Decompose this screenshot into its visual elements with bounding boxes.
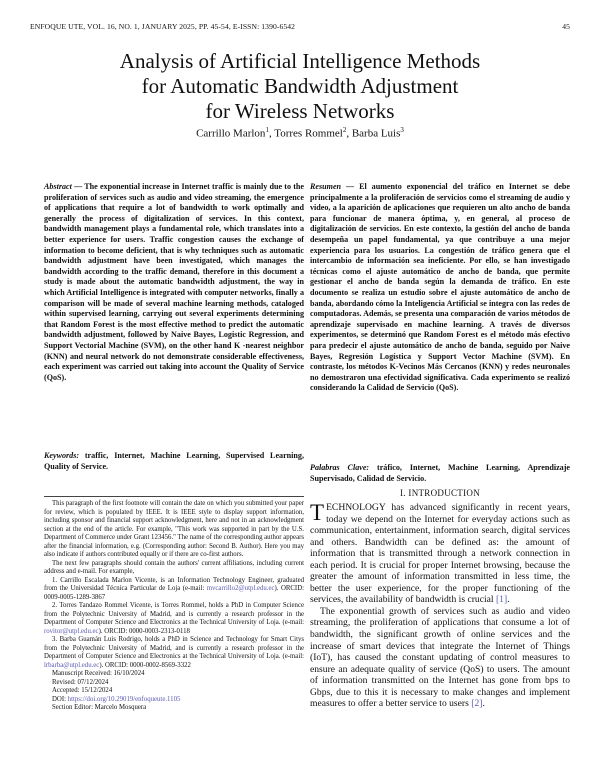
author-2: Torres Rommel — [274, 127, 343, 140]
palabras-clave-label: Palabras Clave: — [310, 463, 370, 472]
doi-link[interactable]: https://doi.org/10.29019/enfoqueute.1105 — [67, 695, 181, 703]
citation-link[interactable]: [2] — [471, 698, 483, 710]
footnote-paragraph: This paragraph of the first footnote will contain the date on which you submitted your paper for review, which is populated by IEEE. It is IEEE style to display support information, including sponsor and financial support acknowledgment, here and not in an acknowledgment section at the end of the article. For example, "This work was supported in part by the U.S. Department of Commerce under Grant 123456." The name of the corresponding author appears after the financial information, e.g. (Corresponding author: Second B. Author). Here you may also indicate if authors contributed equally or if there are co-first authors. — [44, 500, 304, 558]
title-line-3: for Wireless Networks — [205, 99, 395, 123]
paper-title — [60, 49, 540, 124]
author-1-affiliation: 1 — [265, 126, 269, 134]
palabras-clave-text: tráfico, Internet, Machine Learning, Aprendizaje Supervisado, Calidad de Servicio. — [310, 463, 571, 483]
body-paragraph: The exponential growth of services such as audio and video streaming, the proliferation of applications that consume a lot of bandwidth, the significant growth of online services and the increase of smart devices that integrate the Internet of Things (IoT), has caused the constant updating of control measures to ensure an adequate quality of service (QoS) to users. The amount of information transmitted on the Internet has gone from bps to Gbps, due to this it is necessary to make changes and implement measures to offer a better service to users [2]. — [310, 605, 570, 710]
author-separator: , — [346, 127, 352, 140]
citation-link[interactable]: [1] — [495, 594, 508, 606]
keywords-spanish — [310, 463, 570, 484]
footnote-affiliation-2: 2. Torres Tandazo Rommel Vicente, is Torres Rommel, holds a PhD in Computer Science from the Polytechnic University of Madrid, and is currently a research professor in the Department of Computer Science and Electronics at the Technical University of Loja. (e-mail: rovitor@utpl.edu.ec). ORCID: 0000-0003-2313-0118 — [44, 602, 304, 635]
abstract-spanish — [310, 182, 570, 394]
email-link[interactable]: rovitor@utpl.edu.ec — [44, 627, 99, 635]
email-link[interactable]: mvcarrillo2@utpl.edu.ec — [206, 585, 275, 592]
title-line-2: for Automatic Bandwidth Adjustment — [141, 74, 459, 98]
resumen-label: Resumen — [310, 182, 342, 191]
page-number: 45 — [562, 22, 570, 31]
journal-info: ENFOQUE UTE, VOL. 16, NO. 1, JANUARY 2025, PP. 45-54, E-ISSN: 1390-6542 — [30, 22, 296, 31]
keywords-label: Keywords: — [44, 451, 80, 460]
revised-date: Revised: 07/12/2024 — [52, 678, 109, 686]
footnotes — [44, 496, 304, 713]
drop-cap: T — [310, 500, 325, 525]
author-separator: , — [268, 127, 275, 140]
author-3: Barba Luis — [351, 127, 401, 140]
body-paragraph: TECHNOLOGY has advanced significantly in recent years, today we depend on the Internet for everyday actions such as communication, entertainment, information search, digital services and others. Bandwidth can be defined as: the amount of information that is transmitted through a network connection in each period. It is crucial for proper Internet browsing, because the greater the amount of information transmitted in less time, the better the user experience, for the proper functioning of the services, the availability of bandwidth is crucial [1]. — [310, 500, 570, 606]
accepted-date: Accepted: 15/12/2024 — [52, 687, 113, 694]
footnote-affiliation-3: 3. Barba Guamán Luis Rodrigo, holds a PhD in Science and Technology for Smart Citys from the Polytechnic University of Madrid, and is currently a research professor in the Department of Computer Science and Electronics at the Technical University of Loja. (e-mail: lrbarba@utpl.edu.ec). ORCID: 0000-0002-8569-3322 — [44, 636, 304, 669]
running-head — [30, 22, 570, 31]
introduction-body — [310, 502, 570, 710]
first-word: ECHNOLOGY — [326, 502, 386, 513]
footnote-paragraph: The next few paragraphs should contain the authors' current affiliations, including current address and e-mail. For example, — [44, 559, 304, 575]
received-date: Manuscript Received: 16/10/2024 — [52, 670, 145, 677]
resumen-dash: — — [341, 182, 360, 191]
abstract-label: Abstract — [44, 182, 72, 191]
abstract-english — [44, 182, 304, 383]
author-1: Carrillo Marlon — [196, 127, 266, 140]
section-heading: I. INTRODUCTION — [400, 488, 480, 498]
keywords-english — [44, 451, 304, 472]
author-3-affiliation: 3 — [400, 126, 404, 134]
section-editor: Section Editor: Marcelo Mosquera — [52, 704, 147, 711]
doi-line: DOI: https://doi.org/10.29019/enfoqueute.1105 — [52, 695, 181, 703]
title-line-1: Analysis of Artificial Intelligence Methods — [119, 49, 481, 73]
author-list — [60, 126, 540, 140]
footnote-affiliation-1: 1. Carrillo Escalada Marlon Vicente, is an Information Technology Engineer, graduated from the Universidad Técnica Particular de Loja (e-mail: mvcarrillo2@utpl.edu.ec). ORCID: 0009-0005-1289-3867 — [44, 576, 304, 601]
author-2-affiliation: 2 — [342, 126, 347, 134]
abstract-dash: — — [71, 182, 85, 191]
abstract-text: The exponential increase in Internet traffic is mainly due to the proliferation of services such as audio and video streaming, the emergence of applications that require a lot of bandwidth to work optimally and generally the process of digitalization of services. In this context, bandwidth management plays a fundamental role, which translates into a better experience for users. Traffic congestion causes the exchange of information to become deficient, that is why techniques such as automatic bandwidth adjustment have been investigated, which manages the bandwidth according to the traffic demand, therefore in this document a study is made about the automatic bandwidth adjustment, the way in which Artificial Intelligence is integrated with computer networks, finally a comparison will be made of several machine learning methods, cataloged within supervised learning, carrying out several experiments determining that Random Forest is the most effective method to predict the automatic bandwidth adjustment, followed by Naive Bayes, Logistic Regression, and Support Vectorial Machine (SVM), on the other hand K -nearest neighbor (KNN) and neural network do not demonstrate considerable effectiveness, each experiment was carried out taking into account the Quality of Service (QoS). — [44, 182, 304, 382]
email-link[interactable]: lrbarba@utpl.edu.ec — [44, 661, 100, 669]
resumen-text: El aumento exponencial del tráfico en Internet se debe principalmente a la proliferación de servicios como el streaming de audio y video, a la aparición de aplicaciones que requieren un alto ancho de banda para funcionar de manera óptima, y, en general, al proceso de digitalización de servicios. En este contexto, la gestión del ancho de banda desempeña un papel fundamental, ya que contribuye a una mejor experiencia para los usuarios. La congestión de tráfico genera que el intercambio de información sea ineficiente. Por ello, se han investigado técnicas como el ajuste automático de ancho de banda, que permite gestionar el ancho de banda según la demanda de tráfico. En este documento se realiza un estudio sobre el ajuste automático de ancho de banda, abordando cómo la Inteligencia Artificial se integra con las redes de computadoras. Además, se presenta una comparación de varios métodos de aprendizaje supervisado en machine learning. A través de diversos experimentos, se determinó que Random Forest es el método más efectivo para predecir el ajuste automático de ancho de banda, seguido por Naive Bayes, Regresión Logística y Support Vector Machine (SVM). En contraste, los métodos K-Vecinos Más Cercanos (KNN) y redes neuronales no demostraron una efectividad significativa. Cada experimento se realizó considerando la Calidad de Servicio (QoS). — [310, 182, 571, 393]
keywords-text: traffic, Internet, Machine Learning, Supervised Learning, Quality of Service. — [44, 451, 304, 471]
